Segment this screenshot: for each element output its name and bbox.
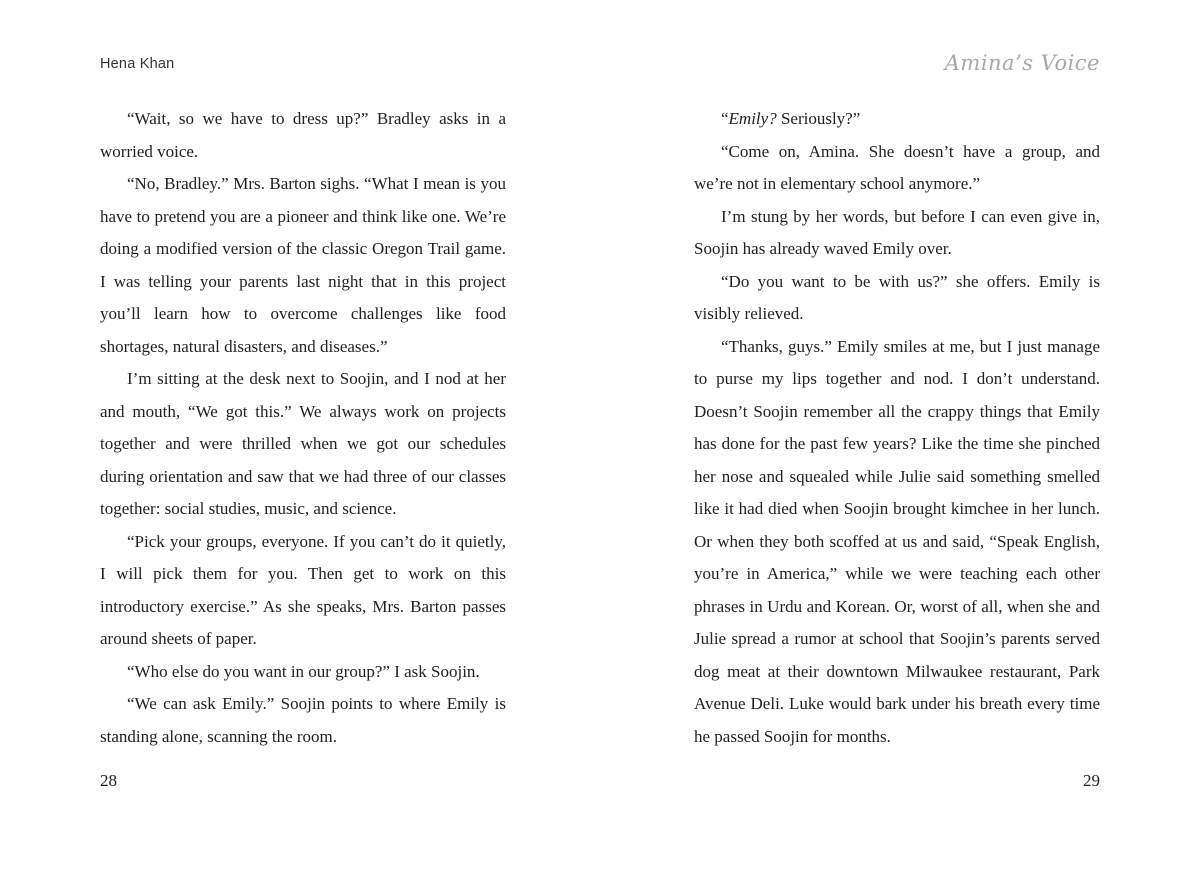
paragraph: “Thanks, guys.” Emily smiles at me, but I just manage to purse my lips together and nod. I don’t understand. Doesn’t Soojin remember all the crappy things that Emily has done for the past few years? Like the time she pinched her nose and squealed while Julie said something smelled like it had died when Soojin brought kimchee in her lunch. Or when they both scoffed at us and said, “Speak English, you’re in America,” while we were teaching each other phrases in Urdu and Korean. Or, worst of all, when she and Julie spread a rumor at school that Soojin’s parents served dog meat at their downtown Milwaukee restaurant, Park Avenue Deli. Luke would bark under his breath every time he passed Soojin for months. [694,336,1100,746]
page-number-right: 29 [1083,771,1100,790]
paragraph: “Who else do you want in our group?” I ask Soojin. [127,661,480,681]
page-number-left: 28 [100,771,117,790]
paragraph: “Come on, Amina. She doesn’t have a group, and we’re not in elementary school anymore.” [694,141,1100,193]
paragraph-rest: Seriously?” [776,109,861,128]
paragraph-first [694,103,1100,136]
running-head-author: Hena Khan [100,56,175,72]
paragraph: I’m stung by her words, but before I can even give in, Soojin has already waved Emily over. [694,206,1100,258]
paragraph: “Pick your groups, everyone. If you can’t do it quietly, I will pick them for you. Then get to work on this introductory exercise.” As she speaks, Mrs. Barton passes around sheets of paper. [100,531,506,648]
right-page [694,0,1100,871]
paragraph: “We can ask Emily.” Soojin points to where Emily is standing alone, scanning the room. [100,694,506,746]
paragraph: I’m sitting at the desk next to Soojin, and I nod at her and mouth, “We got this.” We always work on projects together and were thrilled when we got our schedules during orientation and saw that we had three of our classes together: social studies, music, and science. [100,369,506,518]
open-quote: “ [721,109,729,128]
right-page-text [694,103,1100,753]
left-page-text [100,103,506,753]
left-page [100,0,506,871]
paragraph: “Wait, so we have to dress up?” Bradley asks in a worried voice. [100,109,506,161]
paragraph: “Do you want to be with us?” she offers. Emily is visibly relieved. [694,271,1100,323]
emphasis-text: Emily? [728,109,777,128]
running-head-title: Amina’s Voice [944,51,1100,75]
paragraph: “No, Bradley.” Mrs. Barton sighs. “What I mean is you have to pretend you are a pioneer and think like one. We’re doing a modified version of the classic Oregon Trail game. I was telling your parents last night that in this project you’ll learn how to overcome challenges like food shortages, natural disasters, and diseases.” [100,174,506,356]
